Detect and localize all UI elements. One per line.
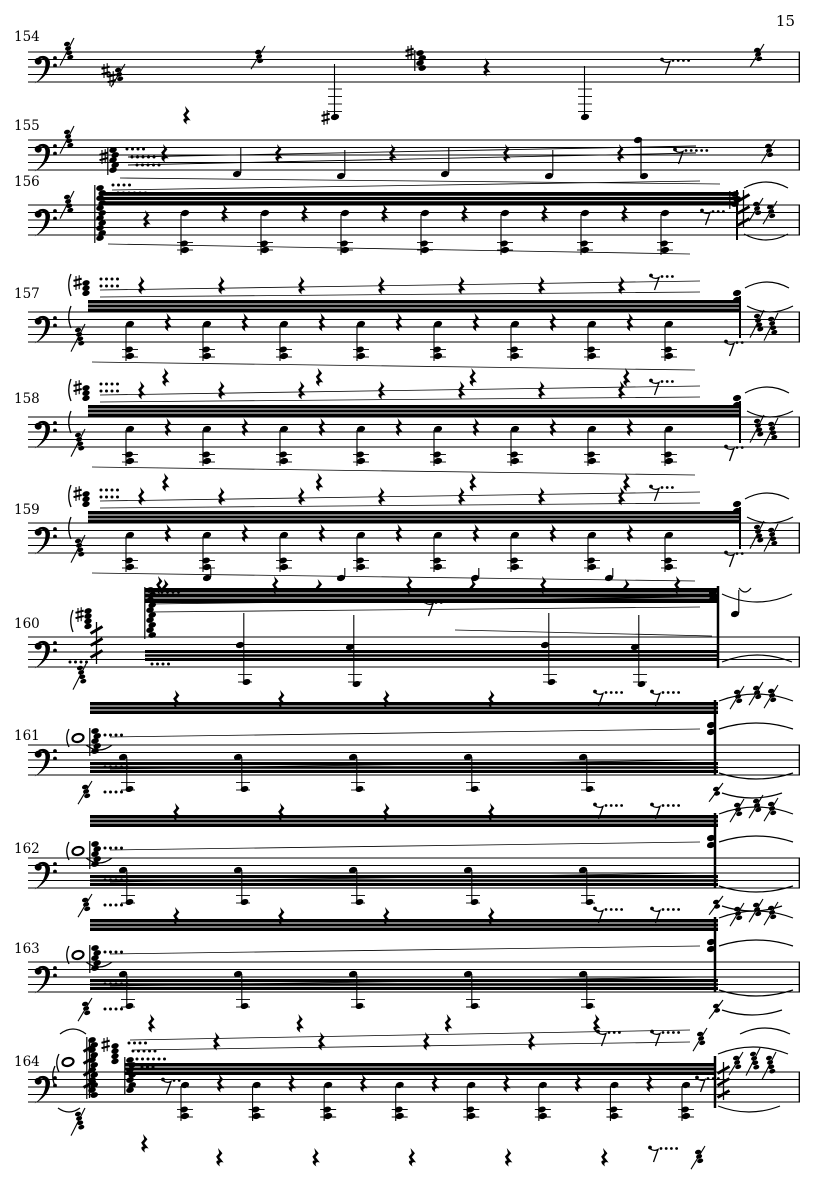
measure-number: 157 [14, 286, 40, 302]
system-159 [28, 485, 800, 598]
measure-number: 161 [14, 728, 40, 744]
system-156 [28, 181, 800, 255]
system-155 [28, 126, 800, 184]
measure-number: 162 [14, 841, 40, 857]
system-158 [28, 379, 800, 492]
measure-number: 163 [14, 941, 40, 957]
measure-number: 154 [14, 29, 40, 45]
system-162 [28, 795, 800, 917]
system-161 [28, 682, 800, 804]
page-number: 15 [775, 12, 795, 30]
measure-number: 164 [14, 1054, 40, 1070]
measure-number: 160 [14, 616, 40, 632]
system-160 [28, 568, 800, 690]
system-154 [28, 38, 800, 125]
measure-number: 156 [14, 174, 40, 190]
measure-number: 155 [14, 118, 40, 134]
measure-number: 158 [14, 391, 40, 407]
measure-number: 159 [14, 502, 40, 518]
system-163 [28, 899, 800, 1033]
system-157 [28, 274, 800, 387]
system-164 [28, 1028, 800, 1169]
